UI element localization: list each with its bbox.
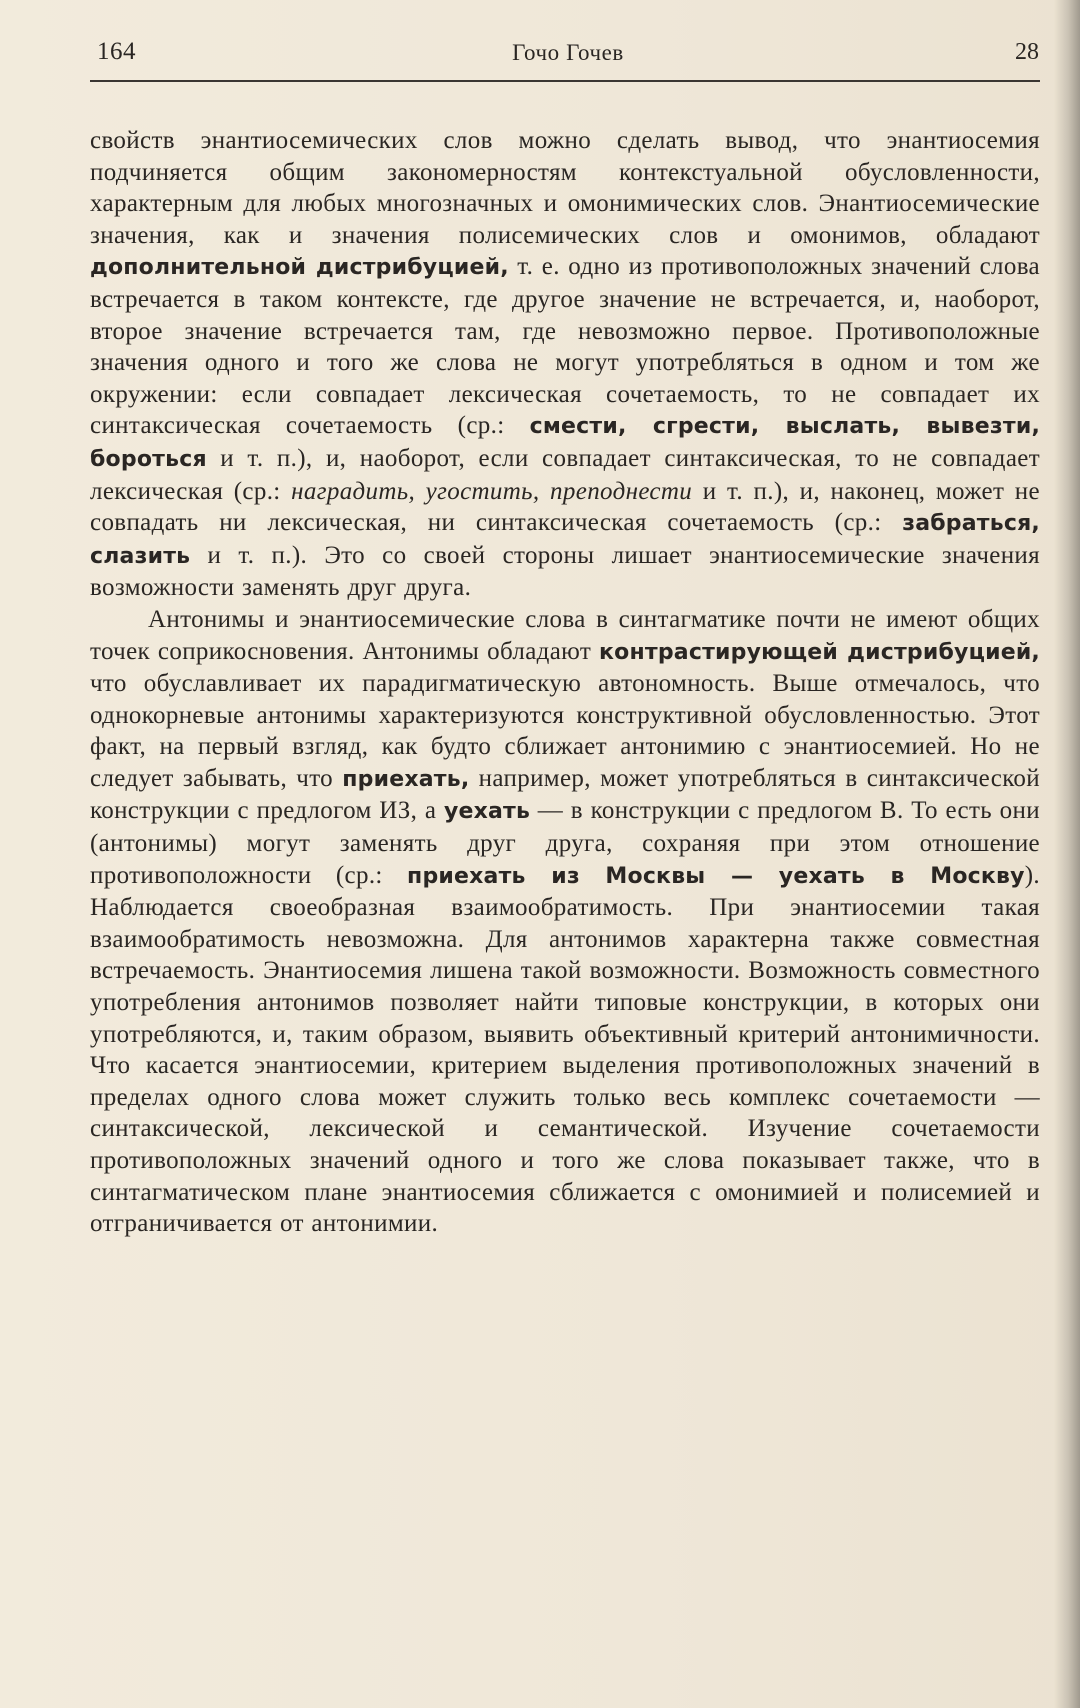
issue-number: 28 <box>1015 39 1039 65</box>
bold-term: уехать <box>443 799 531 825</box>
text-run: Антонимы и энантиосемические слова в синтагматике почти не имеют общих точек соприкосновения. Антонимы обладают <box>90 605 1040 665</box>
text-run: т. е. одно из противоположных значений слова встречается в таком контексте, где другое значение не встречается, и, наоборот, второе значение встречается там, где невозможно первое. Противоположные значения одного и того же слова не могут употребляться в одном и том же окружении: если совпадает лексическая сочетаемость, то не совпадает их синтаксическая сочетаемость (ср.: <box>90 253 1040 440</box>
running-title: Гочо Гочев <box>512 40 624 65</box>
text-run: и т. п.), и, наоборот, если совпадает синтаксическая, то не совпадает лексическая (ср.: <box>90 444 1040 505</box>
text-run: — в конструкции с предлогом В. То есть они (антонимы) могут заменять друг друга, сохраняя при этом отношение противоположности (ср.: <box>90 797 1040 889</box>
paragraph-2 <box>90 604 1040 1240</box>
text-run: и т. п.), и, наконец, может не совпадать ни лексическая, ни синтаксическая сочетаемость (ср.: <box>90 477 1040 537</box>
text-run: свойств энантиосемических слов можно сделать вывод, что энантиосемия подчиняется общим закономерностям контекстуальной обусловленности, характерным для любых многозначных и омонимических слов. Энантиосемические значения, как и значения полисемических слов и омонимов, обладают <box>90 127 1040 249</box>
spine-shadow <box>1054 0 1080 1708</box>
text-run: что обуславливает их парадигматическую автономность. Выше отмечалось, что однокорневые антонимы характеризуются конструктивной обусловленностью. Этот факт, на первый взгляд, как будто сближает антонимию с энантиосемией. Но не следует забывать, что <box>90 670 1040 792</box>
bold-term: забраться, слазить <box>90 511 1040 569</box>
body-text <box>90 125 1040 1240</box>
header-rule <box>90 80 1040 82</box>
page-number: 164 <box>97 38 136 65</box>
italic-term: наградить, угостить, преподнести <box>291 477 693 505</box>
page-header <box>97 38 1039 72</box>
text-run: например, может употребляться в синтаксической конструкции с предлогом ИЗ, а <box>90 764 1040 825</box>
text-run: и т. п.). Это со своей стороны лишает энантиосемические значения возможности заменять друг друга. <box>90 541 1040 602</box>
paragraph-1 <box>90 125 1040 604</box>
bold-term: контрастирующей дистрибуцией, <box>599 639 1040 665</box>
bold-term: смести, сгрести, выслать, вывезти, бороться <box>90 414 1040 472</box>
text-run: ). Наблюдается своеобразная взаимообратимость. При энантиосемии такая взаимообратимость невозможна. Для антонимов характерна также совместная встречаемость. Энантиосемия лишена такой возможности. Возможность совместного употребления антонимов позволяет найти типовые конструкции, в которых они употребляются, и, таким образом, выявить объективный критерий антонимичности. Что касается энантиосемии, критерием выделения противоположных значений в пределах одного слова может служить только весь комплекс сочетаемости — синтаксической, лексической и семантической. Изучение сочетаемости противоположных значений одного и того же слова показывает также, что в синтагматическом плане энантиосемия сближается с омонимией и полисемией и отграничивается от антонимии. <box>90 861 1040 1238</box>
bold-term: приехать, <box>342 766 470 792</box>
bold-term: приехать из Москвы — уехать в Москву <box>407 863 1025 889</box>
bold-term: дополнительной дистрибуцией, <box>90 255 509 281</box>
